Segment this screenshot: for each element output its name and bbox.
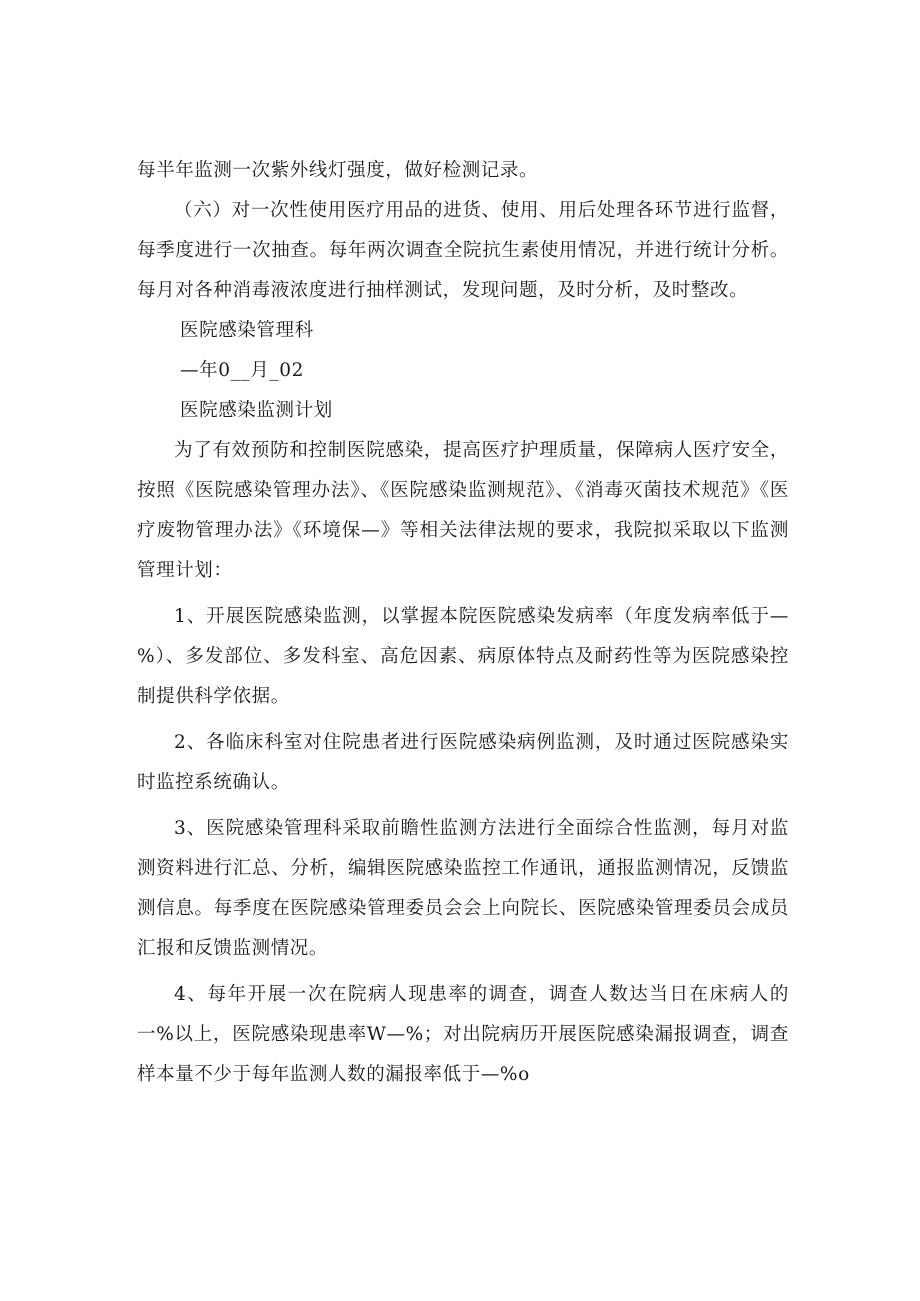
date-line: —年0__月_02 <box>180 360 304 381</box>
department-signature: 医院感染管理科 <box>180 320 314 341</box>
paragraph-intro: 为了有效预防和控制医院感染，提高医疗护理质量，保障病人医疗安全，按照《医院感染管理办法》、《医院感染监测规范》、《消毒灭菌技术规范》《医疗废物管理办法》《环境保—》等相关法律法规的要求，我院拟采取以下监测管理计划： <box>137 440 789 581</box>
paragraph-item-3: 3、医院感染管理科采取前瞻性监测方法进行全面综合性监测，每月对监测资料进行汇总、分析，编辑医院感染监控工作通讯，通报监测情况，反馈监测信息。每季度在医院感染管理委员会会上向院长、医院感染管理委员会成员汇报和反馈监测情况。 <box>137 818 789 959</box>
paragraph-uv-lamp: 每半年监测一次紫外线灯强度，做好检测记录。 <box>137 160 539 181</box>
paragraph-item-4: 4、每年开展一次在院病人现患率的调查，调查人数达当日在床病人的一%以上，医院感染现患率W—%；对出院病历开展医院感染漏报调查，调查样本量不少于每年监测人数的漏报率低于—%o <box>137 984 789 1085</box>
paragraph-item-1: 1、开展医院感染监测，以掌握本院医院感染发病率（年度发病率低于—%）、多发部位、多发科室、高危因素、病原体特点及耐药性等为医院感染控制提供科学依据。 <box>137 606 789 707</box>
document-body <box>137 151 789 1095</box>
paragraph-item-2: 2、各临床科室对住院患者进行医院感染病例监测，及时通过医院感染实时监控系统确认。 <box>137 732 789 793</box>
paragraph-disposable-supplies: （六）对一次性使用医疗用品的进货、使用、用后处理各环节进行监督，每季度进行一次抽查。每年两次调查全院抗生素使用情况，并进行统计分析。每月对各种消毒液浓度进行抽样测试，发现问题，及时分析，及时整改。 <box>137 200 789 301</box>
plan-title: 医院感染监测计划 <box>180 400 333 421</box>
